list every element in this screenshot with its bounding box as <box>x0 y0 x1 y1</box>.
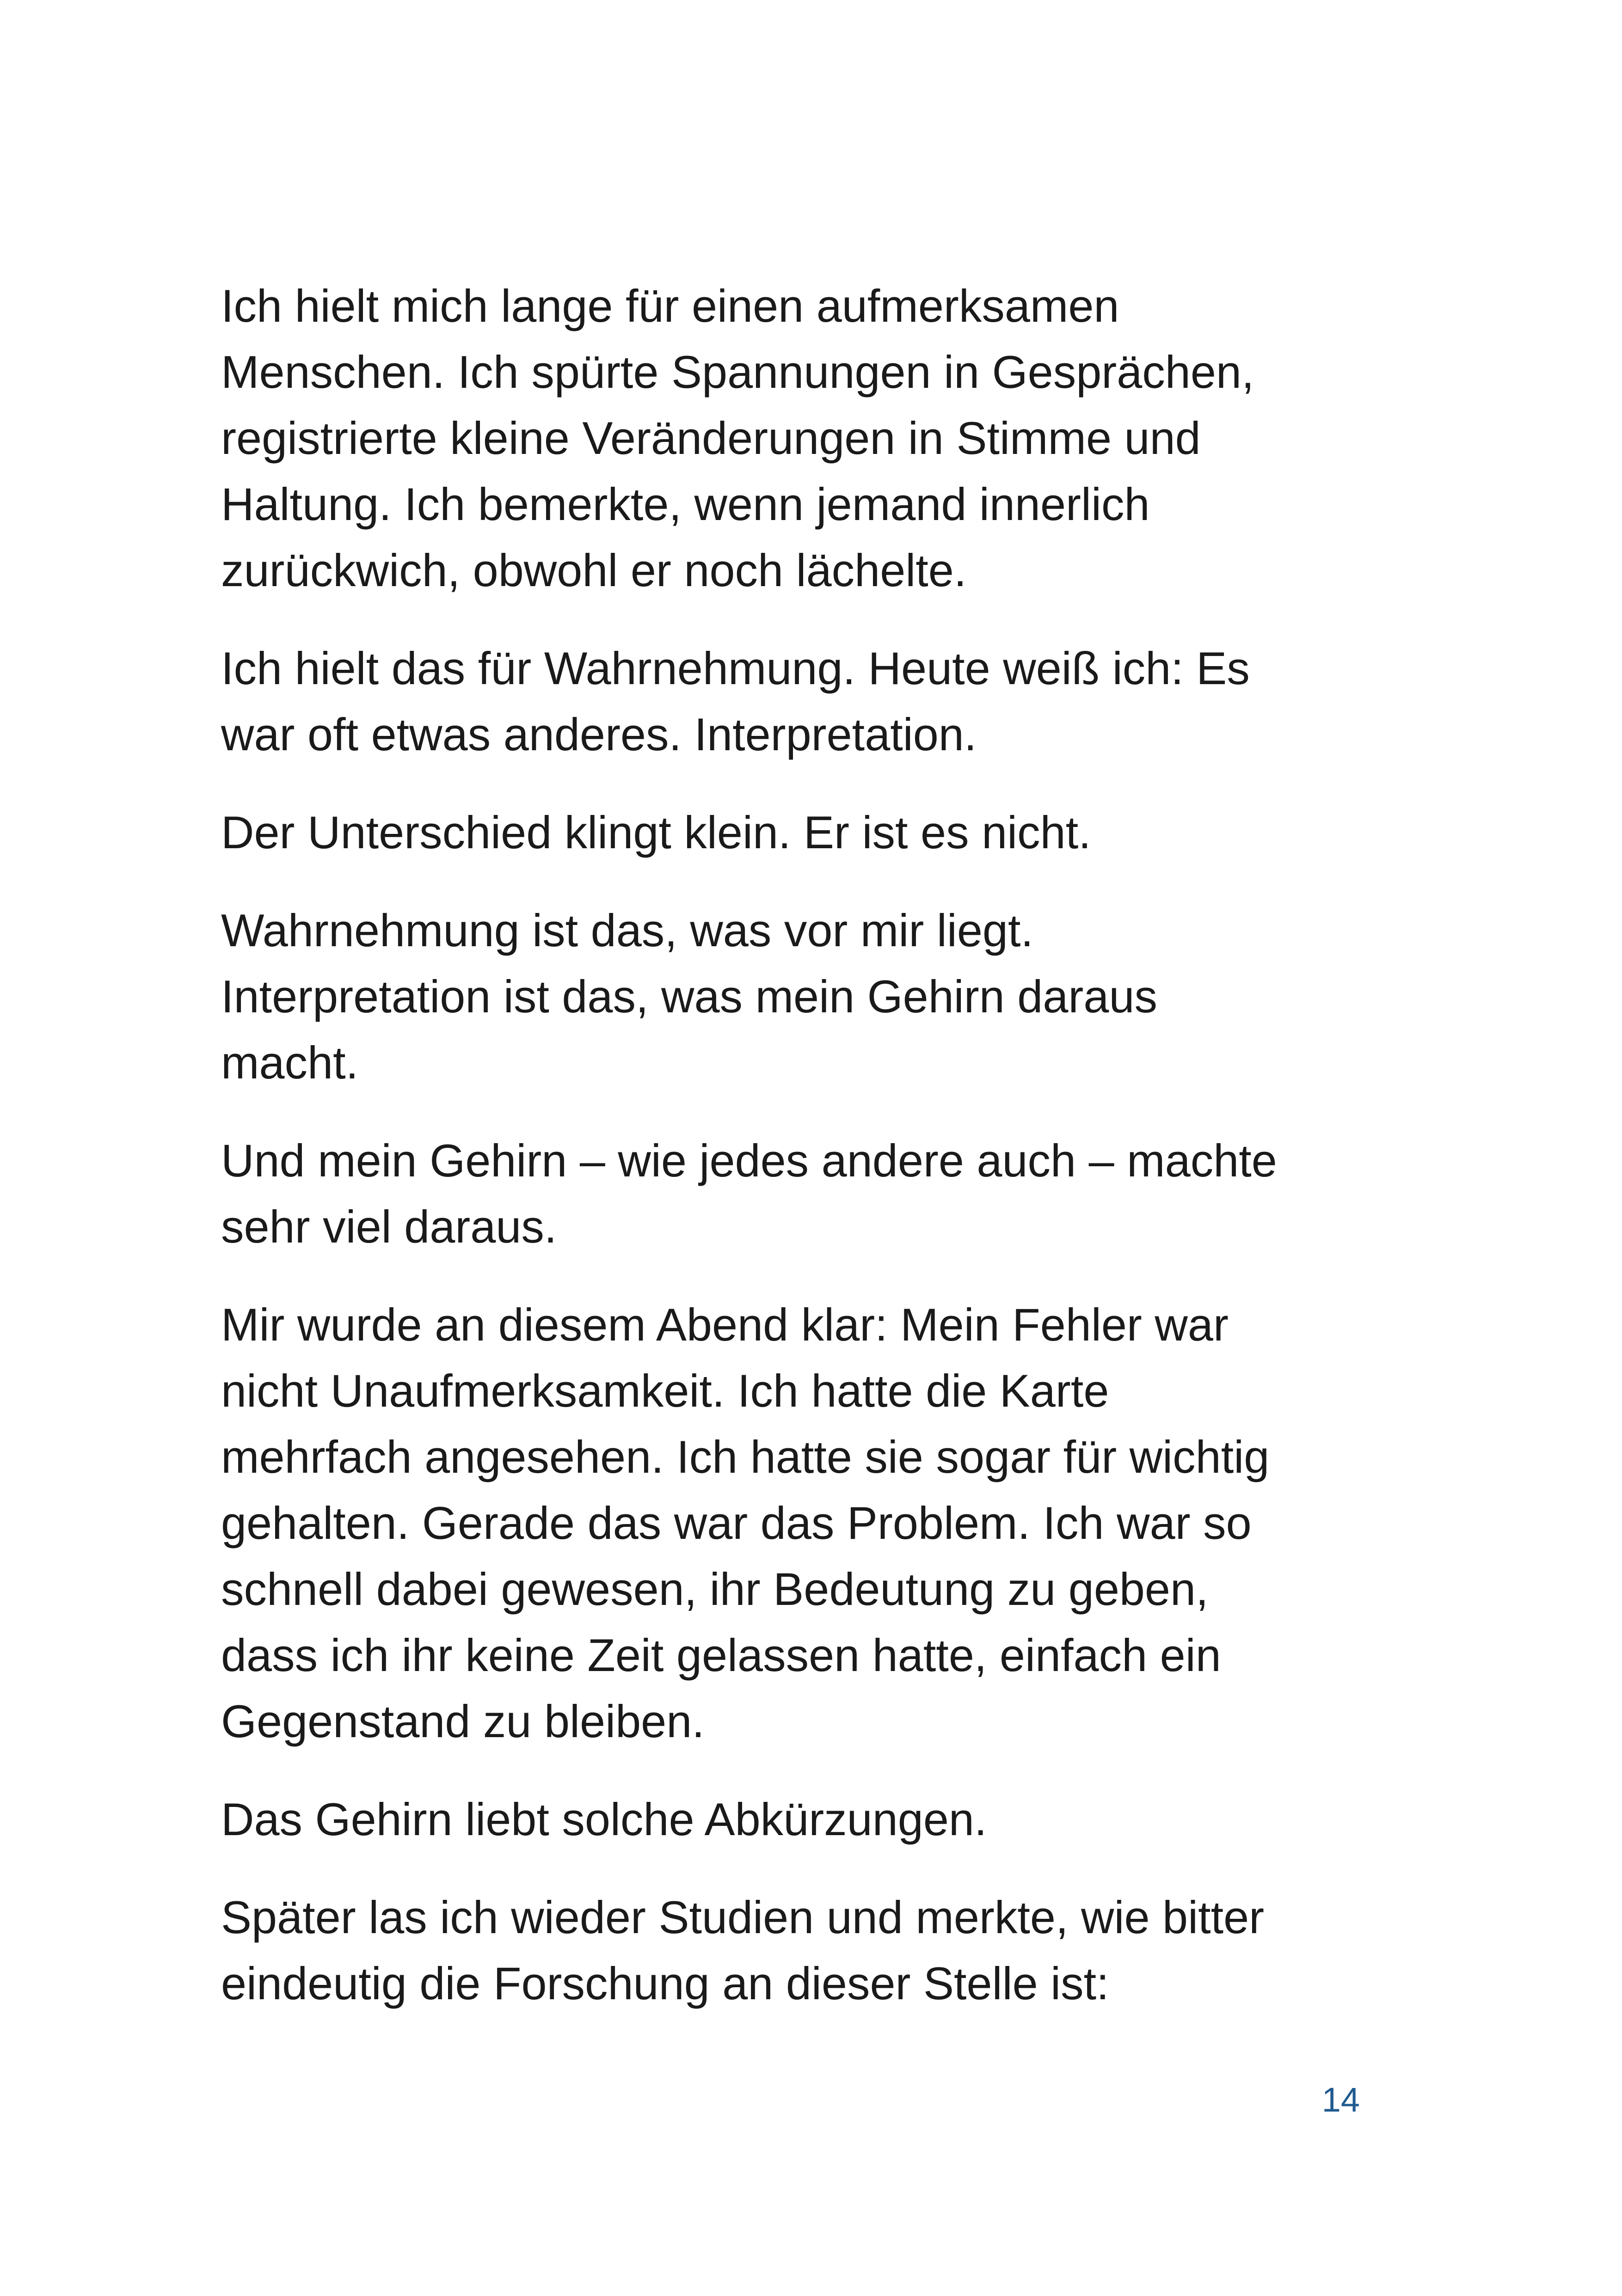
text-line: Das Gehirn liebt solche Abkürzungen. <box>221 1794 987 1845</box>
text-line: registrierte kleine Veränderungen in Stimme und <box>221 412 1201 464</box>
text-line: dass ich ihr keine Zeit gelassen hatte, einfach ein <box>221 1629 1221 1681</box>
text-line: Mir wurde an diesem Abend klar: Mein Fehler war <box>221 1299 1229 1350</box>
text-line: Der Unterschied klingt klein. Er ist es nicht. <box>221 807 1091 858</box>
text-line: gehalten. Gerade das war das Problem. Ich war so <box>221 1497 1252 1549</box>
text-line: Haltung. Ich bemerkte, wenn jemand innerlich <box>221 478 1150 530</box>
paragraph <box>221 897 1386 1096</box>
paragraph <box>221 1127 1386 1260</box>
text-line: war oft etwas anderes. Interpretation. <box>221 709 977 760</box>
text-line: Und mein Gehirn – wie jedes andere auch – machte <box>221 1135 1277 1186</box>
text-line: schnell dabei gewesen, ihr Bedeutung zu geben, <box>221 1563 1209 1615</box>
text-line: Ich hielt mich lange für einen aufmerksamen <box>221 280 1119 331</box>
paragraph <box>221 273 1386 603</box>
text-line: Gegenstand zu bleiben. <box>221 1696 705 1747</box>
paragraph <box>221 799 1386 865</box>
text-line: Interpretation ist das, was mein Gehirn daraus <box>221 971 1158 1022</box>
text-line: zurückwich, obwohl er noch lächelte. <box>221 545 967 596</box>
body-text <box>221 273 1386 2048</box>
text-line: sehr viel daraus. <box>221 1201 557 1252</box>
paragraph <box>221 1786 1386 1852</box>
text-line: Wahrnehmung ist das, was vor mir liegt. <box>221 905 1033 956</box>
text-line: Ich hielt das für Wahrnehmung. Heute weiß ich: Es <box>221 643 1250 694</box>
text-line: mehrfach angesehen. Ich hatte sie sogar für wichtig <box>221 1431 1270 1482</box>
paragraph <box>221 1884 1386 2016</box>
text-line: macht. <box>221 1037 359 1088</box>
paragraph <box>221 635 1386 767</box>
page-number: 14 <box>1321 2081 1360 2119</box>
text-line: nicht Unaufmerksamkeit. Ich hatte die Karte <box>221 1365 1109 1416</box>
text-line: Später las ich wieder Studien und merkte, wie bitter <box>221 1892 1265 1943</box>
text-line: Menschen. Ich spürte Spannungen in Gesprächen, <box>221 346 1254 398</box>
text-line: eindeutig die Forschung an dieser Stelle ist: <box>221 1958 1109 2009</box>
paragraph <box>221 1292 1386 1754</box>
